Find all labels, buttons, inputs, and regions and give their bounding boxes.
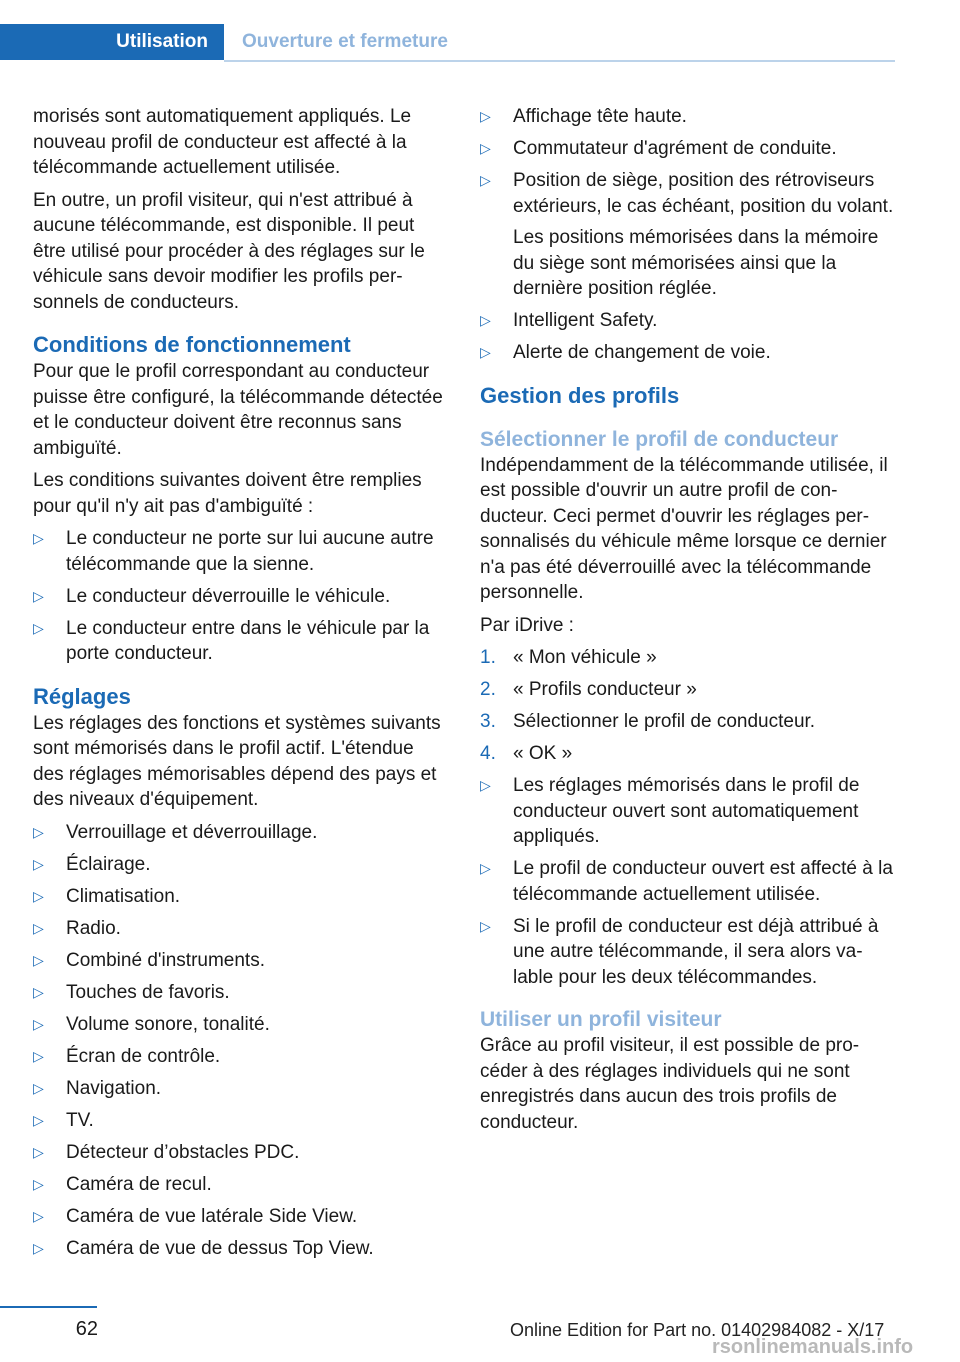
idrive-steps bbox=[480, 645, 896, 767]
triangle-bullet-icon: ▷ bbox=[33, 1143, 44, 1160]
tab-utilisation[interactable]: Utilisation bbox=[0, 24, 224, 60]
select-paragraph-1: Indépendamment de la télécommande utilisée, il est possible d'ouvrir un autre profil de conducteur. Ceci permet d'ouvrir les réglages personnalisés du véhicule même lorsque ce dernier n'a pas été déverrouillé avec la télécommande personnelle. bbox=[480, 454, 888, 603]
reglages-list-continued bbox=[480, 104, 896, 366]
list-item: ▷ Commutateur d'agrément de conduite. bbox=[480, 136, 896, 162]
triangle-bullet-icon: ▷ bbox=[480, 140, 491, 156]
step-item: 1. « Mon véhicule » bbox=[480, 645, 896, 671]
select-result-list bbox=[480, 773, 896, 990]
list-item: ▷ Les réglages mémorisés dans le profil de conducteur ouvert sont automatiquement appliqués. bbox=[480, 775, 860, 847]
triangle-bullet-icon: ▷ bbox=[33, 919, 44, 936]
triangle-bullet-icon: ▷ bbox=[480, 344, 491, 360]
reglages-list bbox=[33, 820, 445, 1262]
list-item: ▷ Touches de favoris. bbox=[33, 980, 445, 1006]
step-number: 4. bbox=[480, 743, 496, 764]
tab-ouverture-fermeture[interactable]: Ouverture et fermeture bbox=[242, 31, 448, 52]
visitor-paragraph: Grâce au profil visiteur, il est possible de procéder à des réglages individuels qui ne sont enregistrés dans aucun des trois profils de conducteur. bbox=[480, 1035, 860, 1133]
triangle-bullet-icon: ▷ bbox=[33, 951, 44, 968]
list-item: ▷ Verrouillage et déverrouillage. bbox=[33, 820, 445, 846]
select-profile-heading: Sélectionner le profil de conducteur bbox=[480, 427, 839, 451]
step-item: 3. Sélectionner le profil de conducteur. bbox=[480, 709, 896, 735]
list-item: ▷ Position de siège, position des rétroviseurs extérieurs, le cas échéant, position du volant. Les positions mémorisées dans la mémoire du siège sont mémorisées ainsi que la dernière position réglée. bbox=[480, 168, 896, 302]
list-item: ▷ Le conducteur entre dans le véhicule par la porte conducteur. bbox=[33, 617, 430, 664]
triangle-bullet-icon: ▷ bbox=[33, 1239, 44, 1256]
conditions-paragraph-2: Les conditions suivantes doivent être remplies pour qu'il n'y ait pas d'ambiguïté : bbox=[33, 470, 422, 517]
triangle-bullet-icon: ▷ bbox=[33, 1111, 44, 1128]
conditions-list bbox=[33, 526, 445, 667]
footer-rule bbox=[0, 1306, 97, 1308]
triangle-bullet-icon: ▷ bbox=[33, 887, 44, 904]
triangle-bullet-icon: ▷ bbox=[33, 619, 44, 636]
page-number: 62 bbox=[75, 1318, 98, 1340]
seat-memory-note: Les positions mémorisées dans la mémoire du siège sont mémorisées ainsi que la dernière position réglée. bbox=[513, 227, 879, 299]
gestion-heading: Gestion des profils bbox=[480, 382, 680, 408]
list-item: ▷ Intelligent Safety. bbox=[480, 308, 896, 334]
list-item: ▷ Éclairage. bbox=[33, 852, 445, 878]
visitor-profile-heading: Utiliser un profil visiteur bbox=[480, 1008, 722, 1031]
edition-text: Online Edition for Part no. 01402984082 - X/17 bbox=[510, 1320, 885, 1340]
triangle-bullet-icon: ▷ bbox=[33, 1047, 44, 1064]
step-number: 3. bbox=[480, 711, 496, 732]
list-item: ▷ Écran de contrôle. bbox=[33, 1044, 445, 1070]
list-item: ▷ Climatisation. bbox=[33, 884, 445, 910]
list-item: ▷ Alerte de changement de voie. bbox=[480, 340, 896, 366]
triangle-bullet-icon: ▷ bbox=[33, 587, 44, 604]
triangle-bullet-icon: ▷ bbox=[33, 1079, 44, 1096]
list-item: ▷ Le conducteur ne porte sur lui aucune autre télécommande que la sienne. bbox=[33, 528, 434, 575]
step-item: 2. « Profils conducteur » bbox=[480, 677, 896, 703]
right-column bbox=[480, 104, 896, 1142]
list-item: ▷ Radio. bbox=[33, 916, 445, 942]
triangle-bullet-icon: ▷ bbox=[33, 855, 44, 872]
select-paragraph-2: Par iDrive : bbox=[480, 614, 574, 636]
step-number: 2. bbox=[480, 679, 496, 700]
triangle-bullet-icon: ▷ bbox=[33, 983, 44, 1000]
triangle-bullet-icon: ▷ bbox=[33, 823, 44, 840]
list-item: ▷ Caméra de vue latérale Side View. bbox=[33, 1204, 445, 1230]
list-item: ▷ Le profil de conducteur ouvert est affecté à la télécommande actuellement utilisée. bbox=[480, 858, 893, 905]
list-item: ▷ Volume sonore, tonalité. bbox=[33, 1012, 445, 1038]
triangle-bullet-icon: ▷ bbox=[480, 860, 491, 876]
reglages-paragraph: Les réglages des fonctions et systèmes suivants sont mémorisés dans le profil actif. L'étendue des réglages mémorisables dépend des pays et des niveaux d'équipement. bbox=[33, 712, 441, 810]
triangle-bullet-icon: ▷ bbox=[480, 312, 491, 328]
triangle-bullet-icon: ▷ bbox=[33, 1175, 44, 1192]
list-item: ▷ Caméra de vue de dessus Top View. bbox=[33, 1236, 445, 1262]
intro-paragraph-1: morisés sont automatiquement appliqués. Le nouveau profil de conducteur est affecté à la télécommande actuellement utilisée. bbox=[33, 106, 412, 178]
triangle-bullet-icon: ▷ bbox=[480, 917, 491, 934]
triangle-bullet-icon: ▷ bbox=[33, 1015, 44, 1032]
watermark: rsonlinemanuals.info bbox=[712, 1336, 914, 1358]
list-item: ▷ Combiné d'instruments. bbox=[33, 948, 445, 974]
reglages-heading: Réglages bbox=[33, 683, 131, 709]
list-item: ▷ Affichage tête haute. bbox=[480, 104, 896, 130]
header-rule bbox=[224, 60, 895, 62]
list-item: ▷ Le conducteur déverrouille le véhicule. bbox=[33, 584, 445, 610]
list-item: ▷ Navigation. bbox=[33, 1076, 445, 1102]
step-item: 4. « OK » bbox=[480, 741, 896, 767]
list-item: ▷ Si le profil de conducteur est déjà attribué à une autre télécommande, il sera alors valable pour les deux télécommandes. bbox=[480, 915, 879, 988]
list-item: ▷ TV. bbox=[33, 1108, 445, 1134]
list-item: ▷ Détecteur d’obstacles PDC. bbox=[33, 1140, 445, 1166]
triangle-bullet-icon: ▷ bbox=[480, 108, 491, 124]
conditions-paragraph-1: Pour que le profil correspondant au conducteur puisse être configuré, la télécommande détectée et le conducteur doivent être reconnus sans ambiguïté. bbox=[33, 361, 443, 459]
triangle-bullet-icon: ▷ bbox=[33, 530, 44, 546]
left-column bbox=[33, 104, 445, 1268]
conditions-heading: Conditions de fonctionnement bbox=[33, 332, 351, 357]
intro-paragraph-2: En outre, un profil visiteur, qui n'est attribué à aucune télécommande, est disponible. Il peut être utilisé pour procéder à des réglages sur le véhicule sans devoir modifier les profils personnels de conducteurs. bbox=[33, 189, 425, 313]
triangle-bullet-icon: ▷ bbox=[33, 1207, 44, 1224]
list-item: ▷ Caméra de recul. bbox=[33, 1172, 445, 1198]
triangle-bullet-icon: ▷ bbox=[480, 777, 491, 793]
step-number: 1. bbox=[480, 647, 496, 668]
chapter-header bbox=[0, 24, 895, 62]
triangle-bullet-icon: ▷ bbox=[480, 172, 491, 188]
